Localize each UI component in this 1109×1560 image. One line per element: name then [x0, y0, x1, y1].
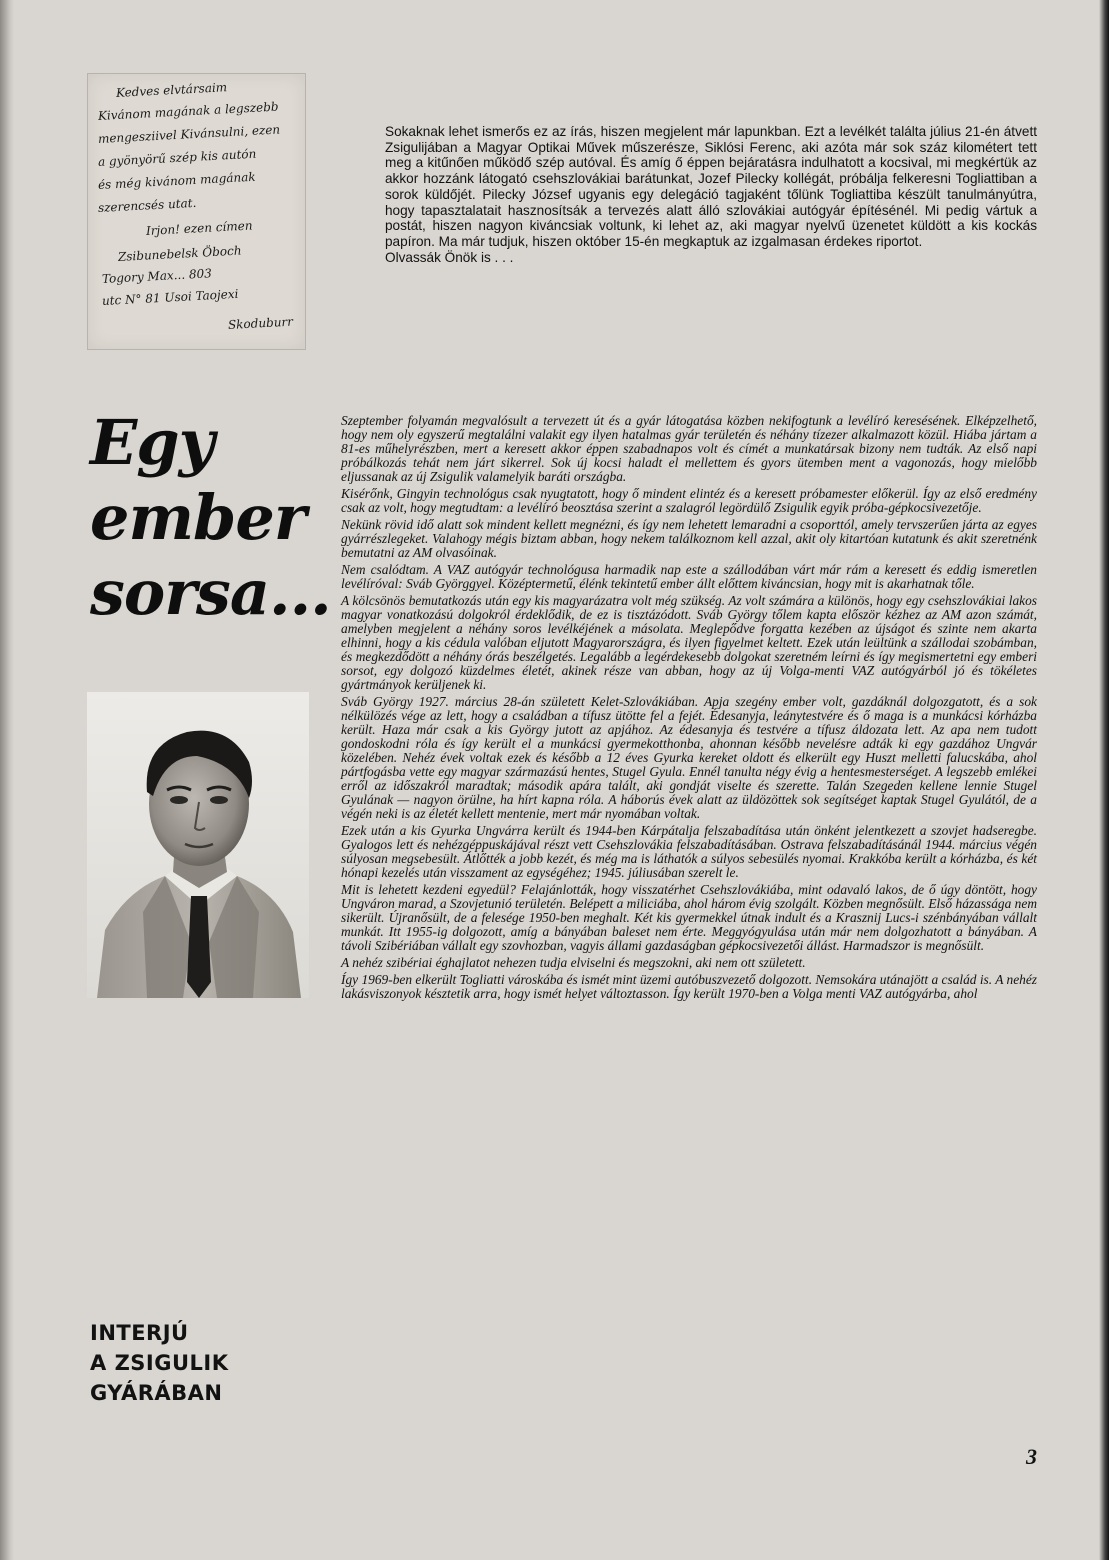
headline-line: Egy [90, 406, 214, 479]
letter-line: szerencsés utat. [97, 195, 197, 215]
letter-line: Kivánom magának a legszebb [97, 99, 279, 123]
intro-closing: Olvassák Önök is . . . [385, 249, 514, 265]
handwritten-letter-image [87, 73, 306, 350]
body-paragraph: A kölcsönös bemutatkozás után egy kis magyarázatra volt még szükség. Az volt számára a különös, hogy egy csehszlovákiai lakos magyar vonatkozású dolgokról érdeklődik, de ez is tisztázódott. Sváb György tőlem kapta először kézhez az AM azon számát, amelyben megjelent a néhány soros levélkéjének a másolata. Meglepődve forgatta kezében az újságot és szinte nem akarta elhinni, hogy a kis cédula valóban eljutott Magyarországra, és ilyen figyelmet keltett. Ezek után leültünk a szállodai szobámban, és megkezdődött a néhány órás beszélgetés. Legalább a legérdekesebb dolgokat szeretném leírni és így megismertetni egy emberi sorsot, egy dolgozó küzdelmes életét, akinek része van abban, hogy az új Volga-menti VAZ autógyárból jó és tökéletes gyártmányok kerüljenek ki. [341, 593, 1037, 692]
body-paragraph: Nekünk rövid idő alatt sok mindent kellett megnézni, és így nem lehetett lemaradni a csoporttól, amely tervszerűen járta az egyes gyárrészlegeket. Valahogy mégis biztam abban, hogy nekem találkoznom kell azzal, akit oly kitartóan kutatunk és akit szeretnénk bemutatni az AM olvasóinak. [341, 517, 1037, 560]
article-body [341, 414, 1037, 1004]
interview-caption-line: GYÁRÁBAN [90, 1381, 223, 1405]
letter-line: utc N° 81 Usoi Taojexi [101, 286, 239, 308]
letter-line: a gyönyörű szép kis autón [97, 146, 257, 169]
body-paragraph: Sváb György 1927. március 28-án született Kelet-Szlovákiában. Apja szegény ember volt, gazdáknál dolgozgatott, és a sok nélkülözés vége az lett, hogy a családban a tífusz ütötte fel a fejét. Édesanyja, leánytestvére és ő maga is a munkácsi kórházba került. Haza már csak a kis György jutott az apjához. Az édesanyja és testvére a tífusz áldozata lett. Az apa nem tudott gondoskodni róla és így került el a munkácsi gyermekotthonba, ahonnan később nevelésre adták ki egy gazdához Ungvár közelében. Nehéz évek voltak ezek és később a 12 éves Gyurka kereket oldott és elkerült egy Huszt melletti falucskába, ahol pártfogásba vette egy magyar származású hentes, Stugel Gyula. Ennél tanulta négy évig a hentesmesterséget. A legszebb emlékei erről az időszakról maradtak; második apára talált, aki gondját viselte és szerette. Talán Szegeden kellene lennie Stugel Gyulának — nagyon örülne, ha hírt kapna róla. A háborús évek alatt az üldözöttek sok segítséget kaptak Stugel Gyulától, de a végén neki is az életét kellett mentenie, mert már nyomában voltak. [341, 694, 1037, 821]
intro-text [385, 124, 1037, 265]
page-edge-shadow [1099, 0, 1109, 1560]
intro-paragraph: Sokaknak lehet ismerős ez az írás, hiszen megjelent már lapunkban. Ezt a levélkét találta július 21-én átvett Zsigulijában a Magyar Optikai Művek műszerésze, Siklósi Ferenc, aki azóta már sok száz kilométert tett meg a kitűnően működő szép autóval. És amíg ő éppen bejáratásra indulhatott a kocsival, mi megkértük az akkor hozzánk látogató csehszlovákiai barátunkat, Jozef Pilecky kollégát, próbálja felkeresni Togliattiban a sorok küldőjét. Pilecky József ugyanis egy delegáció tagjaként tőlünk Togliattiba készült tanulmányútra, hogy tapasztalatait hasznosítsák a tervezés alatt álló szlovákiai autógyár építésénél. Mi pedig vártuk a postát, hiszen nagyon kiváncsiak voltunk, ki lehet az, aki magyar nyelvű üzenetet küldött a kis kockás papíron. Ma már tudjuk, hiszen október 15-én megkaptuk az izgalmasan érdekes riportot. [385, 124, 1037, 249]
headline-line: ember [90, 481, 306, 554]
body-paragraph: Kisérőnk, Gingyin technológus csak nyugtatott, hogy ő mindent elintéz és a keresett próbamester előkerül. Így az első eredmény csak az volt, hogy megtudtam: a levélíró beosztása szerint a szalagról legördülő Zsigulik egyik próba-gépkocsivezetője. [341, 486, 1037, 515]
page-number: 3 [1026, 1444, 1037, 1469]
body-paragraph: Nem csalódtam. A VAZ autógyár technológusa harmadik nap este a szállodában várt már rám a keresett és eddig ismeretlen levélíróval: Sváb Györggyel. Középtermetű, élénk tekintetű ember állt előttem kiváncsian, hogy mit is akarhatnak tőle. [341, 562, 1037, 591]
letter-line: és még kivánom magának [97, 169, 256, 192]
letter-line: Togory Max... 803 [101, 266, 213, 286]
portrait-photo [87, 692, 309, 998]
article-headline [90, 405, 331, 630]
interview-caption-line: INTERJÚ [90, 1321, 189, 1345]
body-paragraph: Szeptember folyamán megvalósult a tervezett út és a gyár látogatása közben nekifogtunk a levélíró keresésének. Elképzelhető, hogy nem oly egyszerű megtalálni valakit egy ilyen hatalmas gyár területén és néhány tízezer alkalmazott közül. Hiába jártam a 81-es műhelyrészben, mert a keresett akkor éppen szabadnapos volt és címét a munkatársak bizony nem tudták. Az első napi próbálkozás tehát nem járt sikerrel. Sok új kocsi haladt el mellettem és gyors ütemben ment a vagonozás, hogy mielőbb eljussanak az új Zsigulik valamelyik baráti országba. [341, 413, 1037, 484]
letter-line: mengesziivel Kivánsulni, ezen [97, 122, 281, 146]
letter-line: Skoduburr [227, 314, 294, 332]
letter-line: Kedves elvtársaim [115, 80, 228, 100]
portrait-illustration [87, 692, 309, 998]
page-spine-shadow [0, 0, 14, 1560]
body-paragraph: A nehéz szibériai éghajlatot nehezen tudja elviselni és megszokni, aki nem ott született. [341, 955, 806, 970]
headline-line: sorsa... [90, 556, 331, 629]
letter-line: Zsibunebelsk Öboch [117, 243, 242, 264]
body-paragraph: Így 1969-ben elkerült Togliatti városkába és ismét mint üzemi autóbuszvezető dolgozott. Nemsokára utánajött a család is. A nehéz lakásviszonyok késztetik arra, hogy ismét helyet változtasson. Így került 1970-ben a Volga menti VAZ autógyárba, ahol [341, 972, 1037, 1001]
interview-caption [90, 1318, 310, 1408]
letter-line: Irjon! ezen címen [145, 218, 253, 238]
interview-caption-line: A ZSIGULIK [90, 1351, 229, 1375]
body-paragraph: Mit is lehetett kezdeni egyedül? Felajánlották, hogy visszatérhet Csehszlovákiába, mint odavaló lakos, de ő úgy döntött, hogy Ungváron marad, a Szovjetunió területén. Belépett a miliciába, ahol három évig szolgált. Közben megnősült. Első házassága nem sikerült. Újranősült, de a felesége 1950-ben meghalt. Két kis gyermekkel útnak indult és a Krasznij Lucs-i szénbányában vállalt munkát. Itt 1955-ig dolgozott, amíg a bányában baleset nem érte. Meggyógyulása után már nem dolgozhatott a bányában. A távoli Szibériában vállalt egy szovhozban, vagyis állami gazdaságban gépkocsivezetői állást. Harmadszor is megnősült. [341, 882, 1037, 953]
body-paragraph: Ezek után a kis Gyurka Ungvárra került és 1944-ben Kárpátalja felszabadítása után önként jelentkezett a szovjet hadseregbe. Gyalogos lett és nehézgéppuskájával részt vett Csehszlovákia felszabadításában. Ostrava felszabadításánál 1944. március végén súlyosan megsebesült. Átlőtték a jobb kezét, és még ma is láthatók a súlyos sebesülés nyomai. Krakkóba került a kórházba, és két hónapi kezelés után visszament az egységéhez; 1945. júliusában szerelt le. [341, 823, 1037, 880]
